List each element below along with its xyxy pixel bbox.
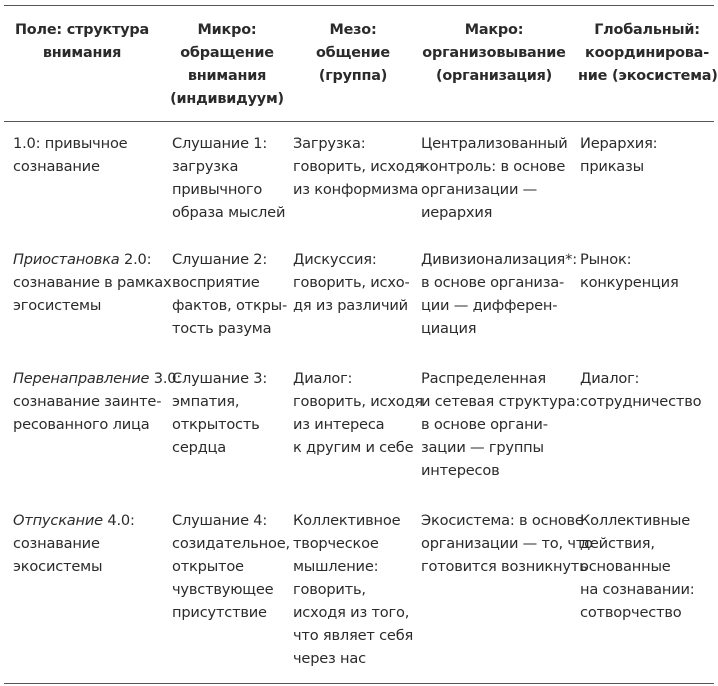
cell-global <box>580 367 701 413</box>
field-stage-name: Приостановка <box>13 251 120 268</box>
cell-line: присутствие <box>172 604 267 621</box>
header-line: внимания <box>42 45 122 61</box>
cell-line: Дискуссия: <box>293 251 377 268</box>
cell-line: восприятие <box>172 274 260 291</box>
cell-line: иерархия <box>421 204 493 221</box>
cell-line: Слушание 1: <box>172 135 268 152</box>
cell-global <box>580 248 679 294</box>
cell-line: фактов, откры- <box>172 297 288 314</box>
cell-line: сознавание <box>13 158 100 175</box>
table-top-rule <box>4 5 714 6</box>
cell-line: ции — дифферен- <box>421 297 558 314</box>
header-macro <box>414 19 574 88</box>
cell-line: организации — то, что <box>421 535 593 552</box>
cell-line: из конформизма <box>293 181 419 198</box>
cell-line: действия, <box>580 535 655 552</box>
header-line: ние (экосистема) <box>578 68 718 84</box>
cell-line: исходя из того, <box>293 604 410 621</box>
cell-line: и сетевая структура: <box>421 393 581 410</box>
cell-line: Отпускание 4.0: <box>13 512 135 529</box>
cell-micro <box>172 248 287 340</box>
cell-line: тость разума <box>172 320 272 337</box>
cell-line: эмпатия, <box>172 393 240 410</box>
header-line: Поле: структура <box>14 22 150 38</box>
cell-line: сотворчество <box>580 604 682 621</box>
cell-line: зации — группы <box>421 439 544 456</box>
cell-line: дя из различий <box>293 297 408 314</box>
cell-meso <box>293 367 423 459</box>
cell-line: Слушание 4: <box>172 512 268 529</box>
cell-global <box>580 509 695 624</box>
cell-line: Распределенная <box>421 370 546 387</box>
cell-line: Приостановка 2.0: <box>13 251 152 268</box>
cell-line: конкуренция <box>580 274 679 291</box>
cell-line: Загрузка: <box>293 135 366 152</box>
header-line: координирова- <box>585 45 709 61</box>
header-line: обращение <box>180 45 274 61</box>
cell-micro <box>172 509 290 624</box>
cell-line: сознавание заинте- <box>13 393 162 410</box>
cell-field <box>13 132 127 178</box>
header-line: (организация) <box>435 68 553 84</box>
cell-line: мышление: <box>293 558 379 575</box>
cell-line: из интереса <box>293 416 385 433</box>
cell-line: в основе организа- <box>421 274 565 291</box>
cell-line: открытое <box>172 558 244 575</box>
cell-line: готовится возникнуть <box>421 558 588 575</box>
cell-meso <box>293 509 413 670</box>
cell-line: Диалог: <box>580 370 640 387</box>
header-line: общение <box>316 45 390 61</box>
cell-line: чувствующее <box>172 581 274 598</box>
cell-line: контроль: в основе <box>421 158 566 175</box>
cell-line: на сознавании: <box>580 581 695 598</box>
cell-line: говорить, исходя <box>293 393 423 410</box>
cell-line: Иерархия: <box>580 135 658 152</box>
header-line: (группа) <box>318 68 388 84</box>
cell-line: Диалог: <box>293 370 353 387</box>
header-line: организовывание <box>422 45 566 61</box>
cell-line: эгосистемы <box>13 297 102 314</box>
cell-line: открытость <box>172 416 260 433</box>
cell-line: что являет себя <box>293 627 414 644</box>
cell-line: Перенаправление 3.0: <box>13 370 182 387</box>
cell-line: к другим и себе <box>293 439 414 456</box>
header-meso <box>297 19 409 88</box>
cell-line: в основе органи- <box>421 416 548 433</box>
cell-micro <box>172 132 285 224</box>
cell-line: Рынок: <box>580 251 632 268</box>
cell-macro <box>421 248 577 340</box>
cell-micro <box>172 367 267 459</box>
cell-field <box>13 509 135 578</box>
cell-line: 1.0: привычное <box>13 135 128 152</box>
header-micro <box>160 19 294 111</box>
cell-line: Слушание 3: <box>172 370 268 387</box>
cell-line: сердца <box>172 439 227 456</box>
cell-line: сознавание в рамках <box>13 274 172 291</box>
cell-macro <box>421 509 593 578</box>
cell-line: Дивизионализация*: <box>421 251 577 268</box>
cell-macro <box>421 367 580 482</box>
cell-meso <box>293 248 410 317</box>
cell-line: сознавание <box>13 535 100 552</box>
cell-line: говорить, <box>293 581 366 598</box>
cell-line: основанные <box>580 558 671 575</box>
cell-global <box>580 132 657 178</box>
header-global <box>578 19 716 88</box>
header-line: Макро: <box>464 22 524 38</box>
cell-line: говорить, исхо- <box>293 274 410 291</box>
field-stage-name: Перенаправление <box>13 370 150 387</box>
header-line: Мезо: <box>329 22 377 38</box>
cell-line: говорить, исходя <box>293 158 423 175</box>
cell-line: образа мыслей <box>172 204 286 221</box>
header-field <box>6 19 158 65</box>
cell-line: творческое <box>293 535 379 552</box>
table-bottom-rule <box>4 683 714 684</box>
cell-line: привычного <box>172 181 263 198</box>
cell-line: ресованного лица <box>13 416 150 433</box>
header-line: Глобальный: <box>594 22 700 38</box>
header-line: Микро: <box>197 22 257 38</box>
cell-line: Коллективные <box>580 512 690 529</box>
header-line: внимания <box>187 68 267 84</box>
cell-line: созидательное, <box>172 535 290 552</box>
cell-meso <box>293 132 423 201</box>
cell-macro <box>421 132 568 224</box>
cell-line: загрузка <box>172 158 239 175</box>
field-stage-name: Отпускание <box>13 512 103 529</box>
cell-field <box>13 367 181 436</box>
cell-line: циация <box>421 320 477 337</box>
cell-line: экосистемы <box>13 558 103 575</box>
cell-line: сотрудничество <box>580 393 702 410</box>
header-line: (индивидуум) <box>170 91 284 107</box>
cell-line: через нас <box>293 650 366 667</box>
cell-field <box>13 248 171 317</box>
table-header-rule <box>4 121 714 122</box>
cell-line: приказы <box>580 158 644 175</box>
cell-line: Слушание 2: <box>172 251 268 268</box>
cell-line: Экосистема: в основе <box>421 512 584 529</box>
cell-line: организации — <box>421 181 538 198</box>
cell-line: интересов <box>421 462 500 479</box>
cell-line: Коллективное <box>293 512 401 529</box>
cell-line: Централизованный <box>421 135 568 152</box>
